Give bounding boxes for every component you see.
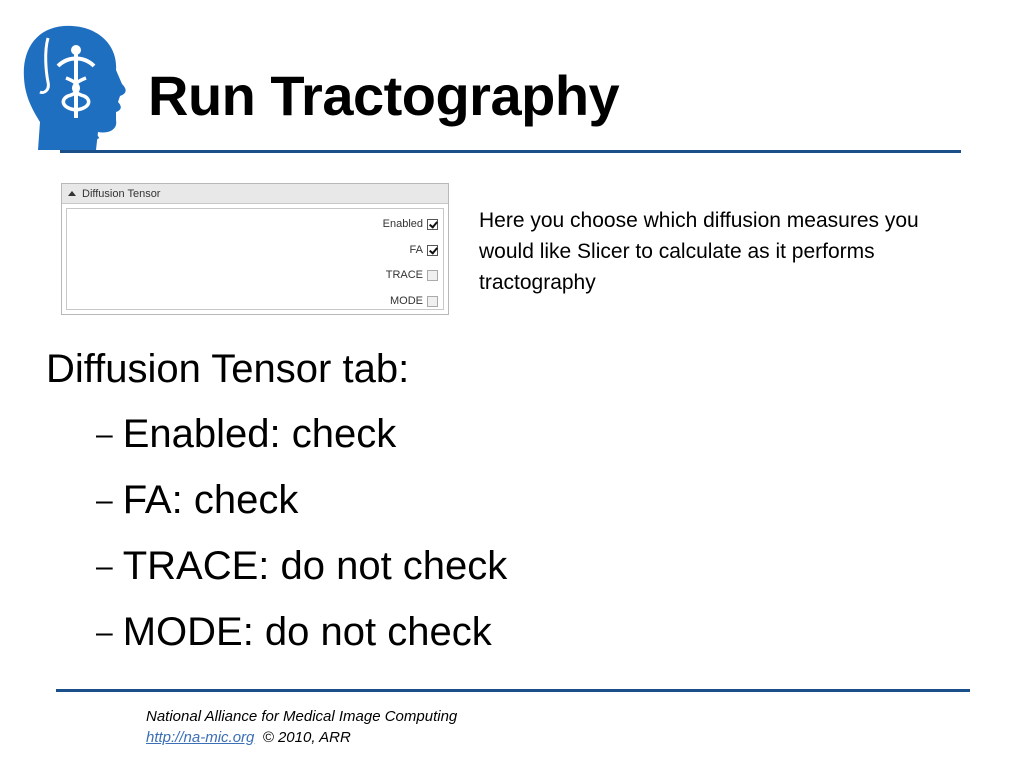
trace-checkbox[interactable] bbox=[427, 270, 438, 281]
mode-option[interactable] bbox=[390, 295, 438, 307]
enabled-option[interactable] bbox=[383, 218, 438, 230]
mode-label: MODE bbox=[390, 295, 423, 307]
footer-link[interactable]: http://na-mic.org bbox=[146, 729, 255, 746]
explanation-note: Here you choose which diffusion measures you would like Slicer to calculate as it performs tractography bbox=[479, 209, 919, 294]
list-item: – MODE: do not check bbox=[96, 610, 492, 654]
slide-title: Run Tractography bbox=[148, 64, 620, 127]
enabled-checkbox[interactable] bbox=[427, 219, 438, 230]
mode-checkbox[interactable] bbox=[427, 296, 438, 307]
fa-option[interactable] bbox=[410, 244, 438, 256]
bullet-heading: Diffusion Tensor tab: bbox=[46, 347, 410, 391]
slicer-logo-icon bbox=[18, 22, 128, 154]
enabled-label: Enabled bbox=[382, 218, 423, 230]
trace-option[interactable] bbox=[386, 269, 438, 281]
title-divider bbox=[60, 150, 961, 153]
footer-copyright: © 2010, ARR bbox=[262, 729, 351, 746]
footer bbox=[146, 706, 457, 748]
list-item: – Enabled: check bbox=[96, 412, 397, 456]
bullet-list bbox=[96, 410, 507, 674]
list-item: – FA: check bbox=[96, 478, 299, 522]
fa-checkbox[interactable] bbox=[427, 245, 438, 256]
diffusion-tensor-panel bbox=[61, 183, 449, 315]
panel-header[interactable] bbox=[62, 184, 448, 204]
panel-body bbox=[66, 208, 444, 310]
footer-divider bbox=[56, 689, 970, 692]
fa-label: FA bbox=[409, 244, 423, 256]
panel-header-label: Diffusion Tensor bbox=[82, 187, 161, 200]
footer-org: National Alliance for Medical Image Computing bbox=[146, 708, 458, 725]
list-item: – TRACE: do not check bbox=[96, 544, 508, 588]
collapse-arrow-icon[interactable] bbox=[68, 191, 76, 196]
trace-label: TRACE bbox=[385, 269, 423, 281]
